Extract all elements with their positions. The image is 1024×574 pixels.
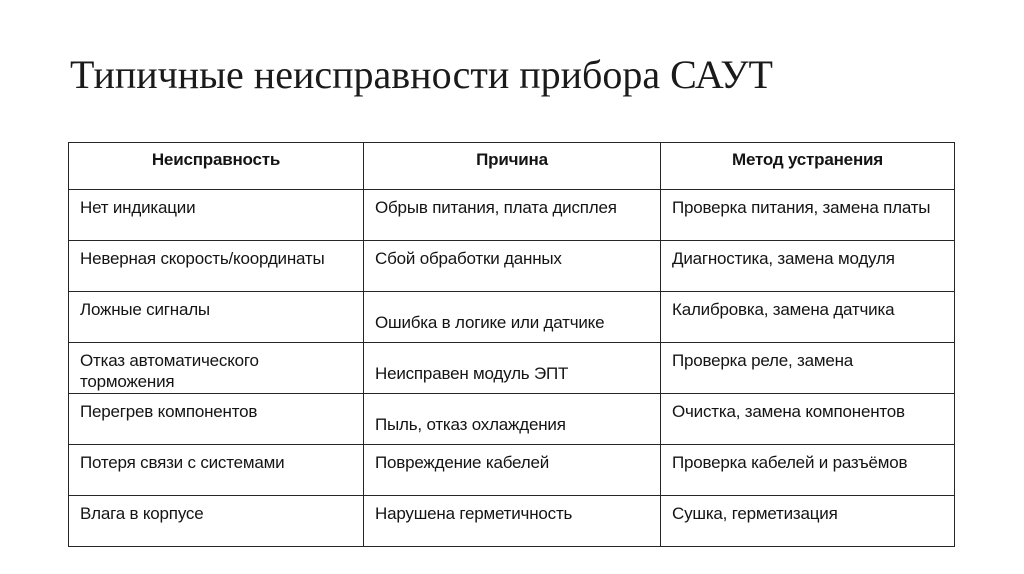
page-title: Типичные неисправности прибора САУТ	[70, 52, 773, 97]
faults-table	[68, 142, 955, 547]
cell-cause: Сбой обработки данных	[364, 241, 661, 292]
cell-remedy: Проверка кабелей и разъёмов	[661, 445, 955, 496]
cell-cause: Обрыв питания, плата дисплея	[364, 190, 661, 241]
cell-remedy: Очистка, замена компонентов	[661, 394, 955, 445]
cell-fault: Ложные сигналы	[69, 292, 364, 343]
table-row	[69, 343, 955, 394]
cell-cause: Пыль, отказ охлаждения	[364, 394, 661, 445]
table-row	[69, 445, 955, 496]
cell-fault: Потеря связи с системами	[69, 445, 364, 496]
cell-cause: Повреждение кабелей	[364, 445, 661, 496]
cell-remedy: Проверка питания, замена платы	[661, 190, 955, 241]
table-row	[69, 496, 955, 547]
table-row	[69, 292, 955, 343]
cell-fault: Неверная скорость/координаты	[69, 241, 364, 292]
cell-fault: Перегрев компонентов	[69, 394, 364, 445]
table-row	[69, 394, 955, 445]
column-header-fault: Неисправность	[69, 143, 364, 190]
cell-remedy: Калибровка, замена датчика	[661, 292, 955, 343]
cell-cause: Неисправен модуль ЭПТ	[364, 343, 661, 394]
cell-remedy: Сушка, герметизация	[661, 496, 955, 547]
table-row	[69, 190, 955, 241]
cell-fault: Влага в корпусе	[69, 496, 364, 547]
table-header-row	[69, 143, 955, 190]
cell-cause: Нарушена герметичность	[364, 496, 661, 547]
cell-cause: Ошибка в логике или датчике	[364, 292, 661, 343]
column-header-cause: Причина	[364, 143, 661, 190]
table-row	[69, 241, 955, 292]
cell-fault: Нет индикации	[69, 190, 364, 241]
cell-remedy: Диагностика, замена модуля	[661, 241, 955, 292]
cell-remedy: Проверка реле, замена	[661, 343, 955, 394]
column-header-remedy: Метод устранения	[661, 143, 955, 190]
cell-fault: Отказ автоматического торможения	[69, 343, 364, 394]
